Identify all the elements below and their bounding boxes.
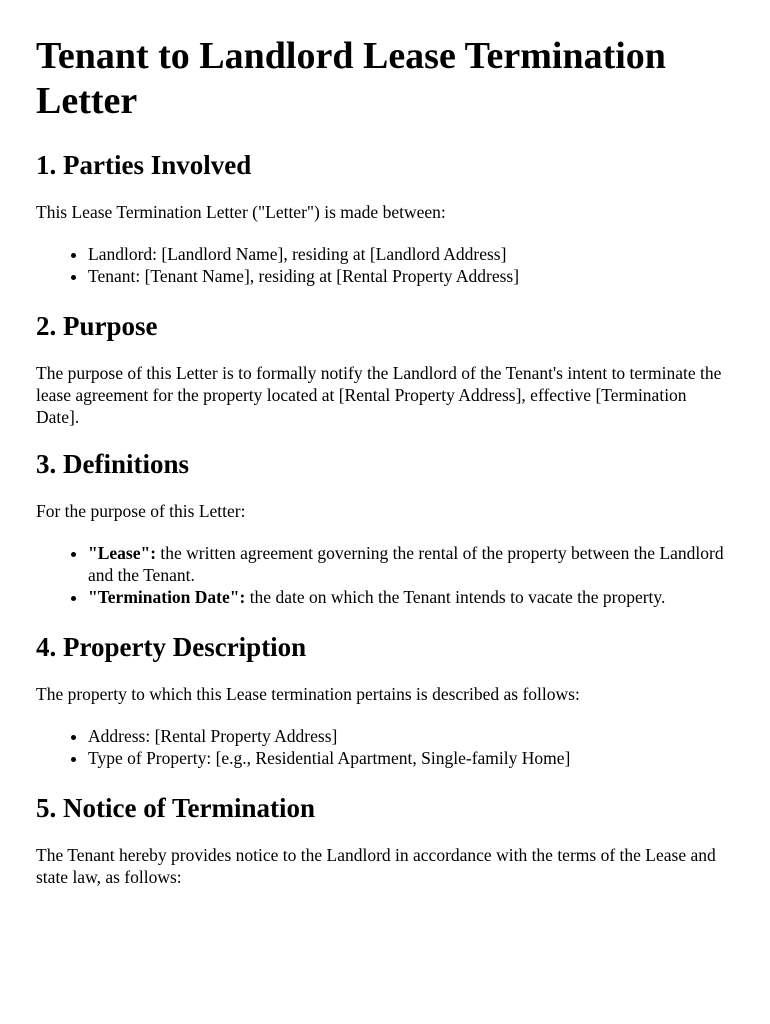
section-definitions	[36, 448, 734, 608]
list-item: • Address: [Rental Property Address]	[88, 725, 734, 747]
parties-list	[36, 243, 734, 287]
section-purpose	[36, 310, 734, 428]
section-intro: This Lease Termination Letter ("Letter") is made between:	[36, 202, 446, 222]
definition-text: the date on which the Tenant intends to vacate the property.	[245, 587, 666, 607]
section-notice	[36, 792, 734, 888]
definitions-list	[36, 542, 734, 608]
section-parties	[36, 149, 734, 287]
section-heading: 2. Purpose	[36, 311, 158, 341]
section-property	[36, 631, 734, 769]
definition-term: "Termination Date":	[88, 587, 246, 607]
list-item: • Landlord: [Landlord Name], residing at [Landlord Address]	[88, 243, 734, 265]
list-item	[88, 586, 734, 608]
section-heading: 1. Parties Involved	[36, 150, 252, 180]
section-heading: 3. Definitions	[36, 449, 190, 479]
document-title: Tenant to Landlord Lease Termination Letter	[36, 35, 666, 122]
definition-term: "Lease":	[88, 543, 157, 563]
list-item	[88, 542, 734, 586]
section-heading: 4. Property Description	[36, 632, 307, 662]
list-item: • Tenant: [Tenant Name], residing at [Rental Property Address]	[88, 265, 734, 287]
section-text: The Tenant hereby provides notice to the Landlord in accordance with the terms of the Lease and state law, as follows:	[36, 845, 716, 887]
list-item: • Type of Property: [e.g., Residential Apartment, Single-family Home]	[88, 747, 734, 769]
property-list	[36, 725, 734, 769]
section-text: The purpose of this Letter is to formally notify the Landlord of the Tenant's intent to terminate the lease agreement for the property located at [Rental Property Address], effective [Termination Date].	[36, 363, 722, 427]
section-intro: For the purpose of this Letter:	[36, 501, 246, 521]
section-intro: The property to which this Lease termination pertains is described as follows:	[36, 684, 580, 704]
section-heading: 5. Notice of Termination	[36, 793, 315, 823]
definition-text: the written agreement governing the rental of the property between the Landlord and the Tenant.	[88, 543, 724, 585]
